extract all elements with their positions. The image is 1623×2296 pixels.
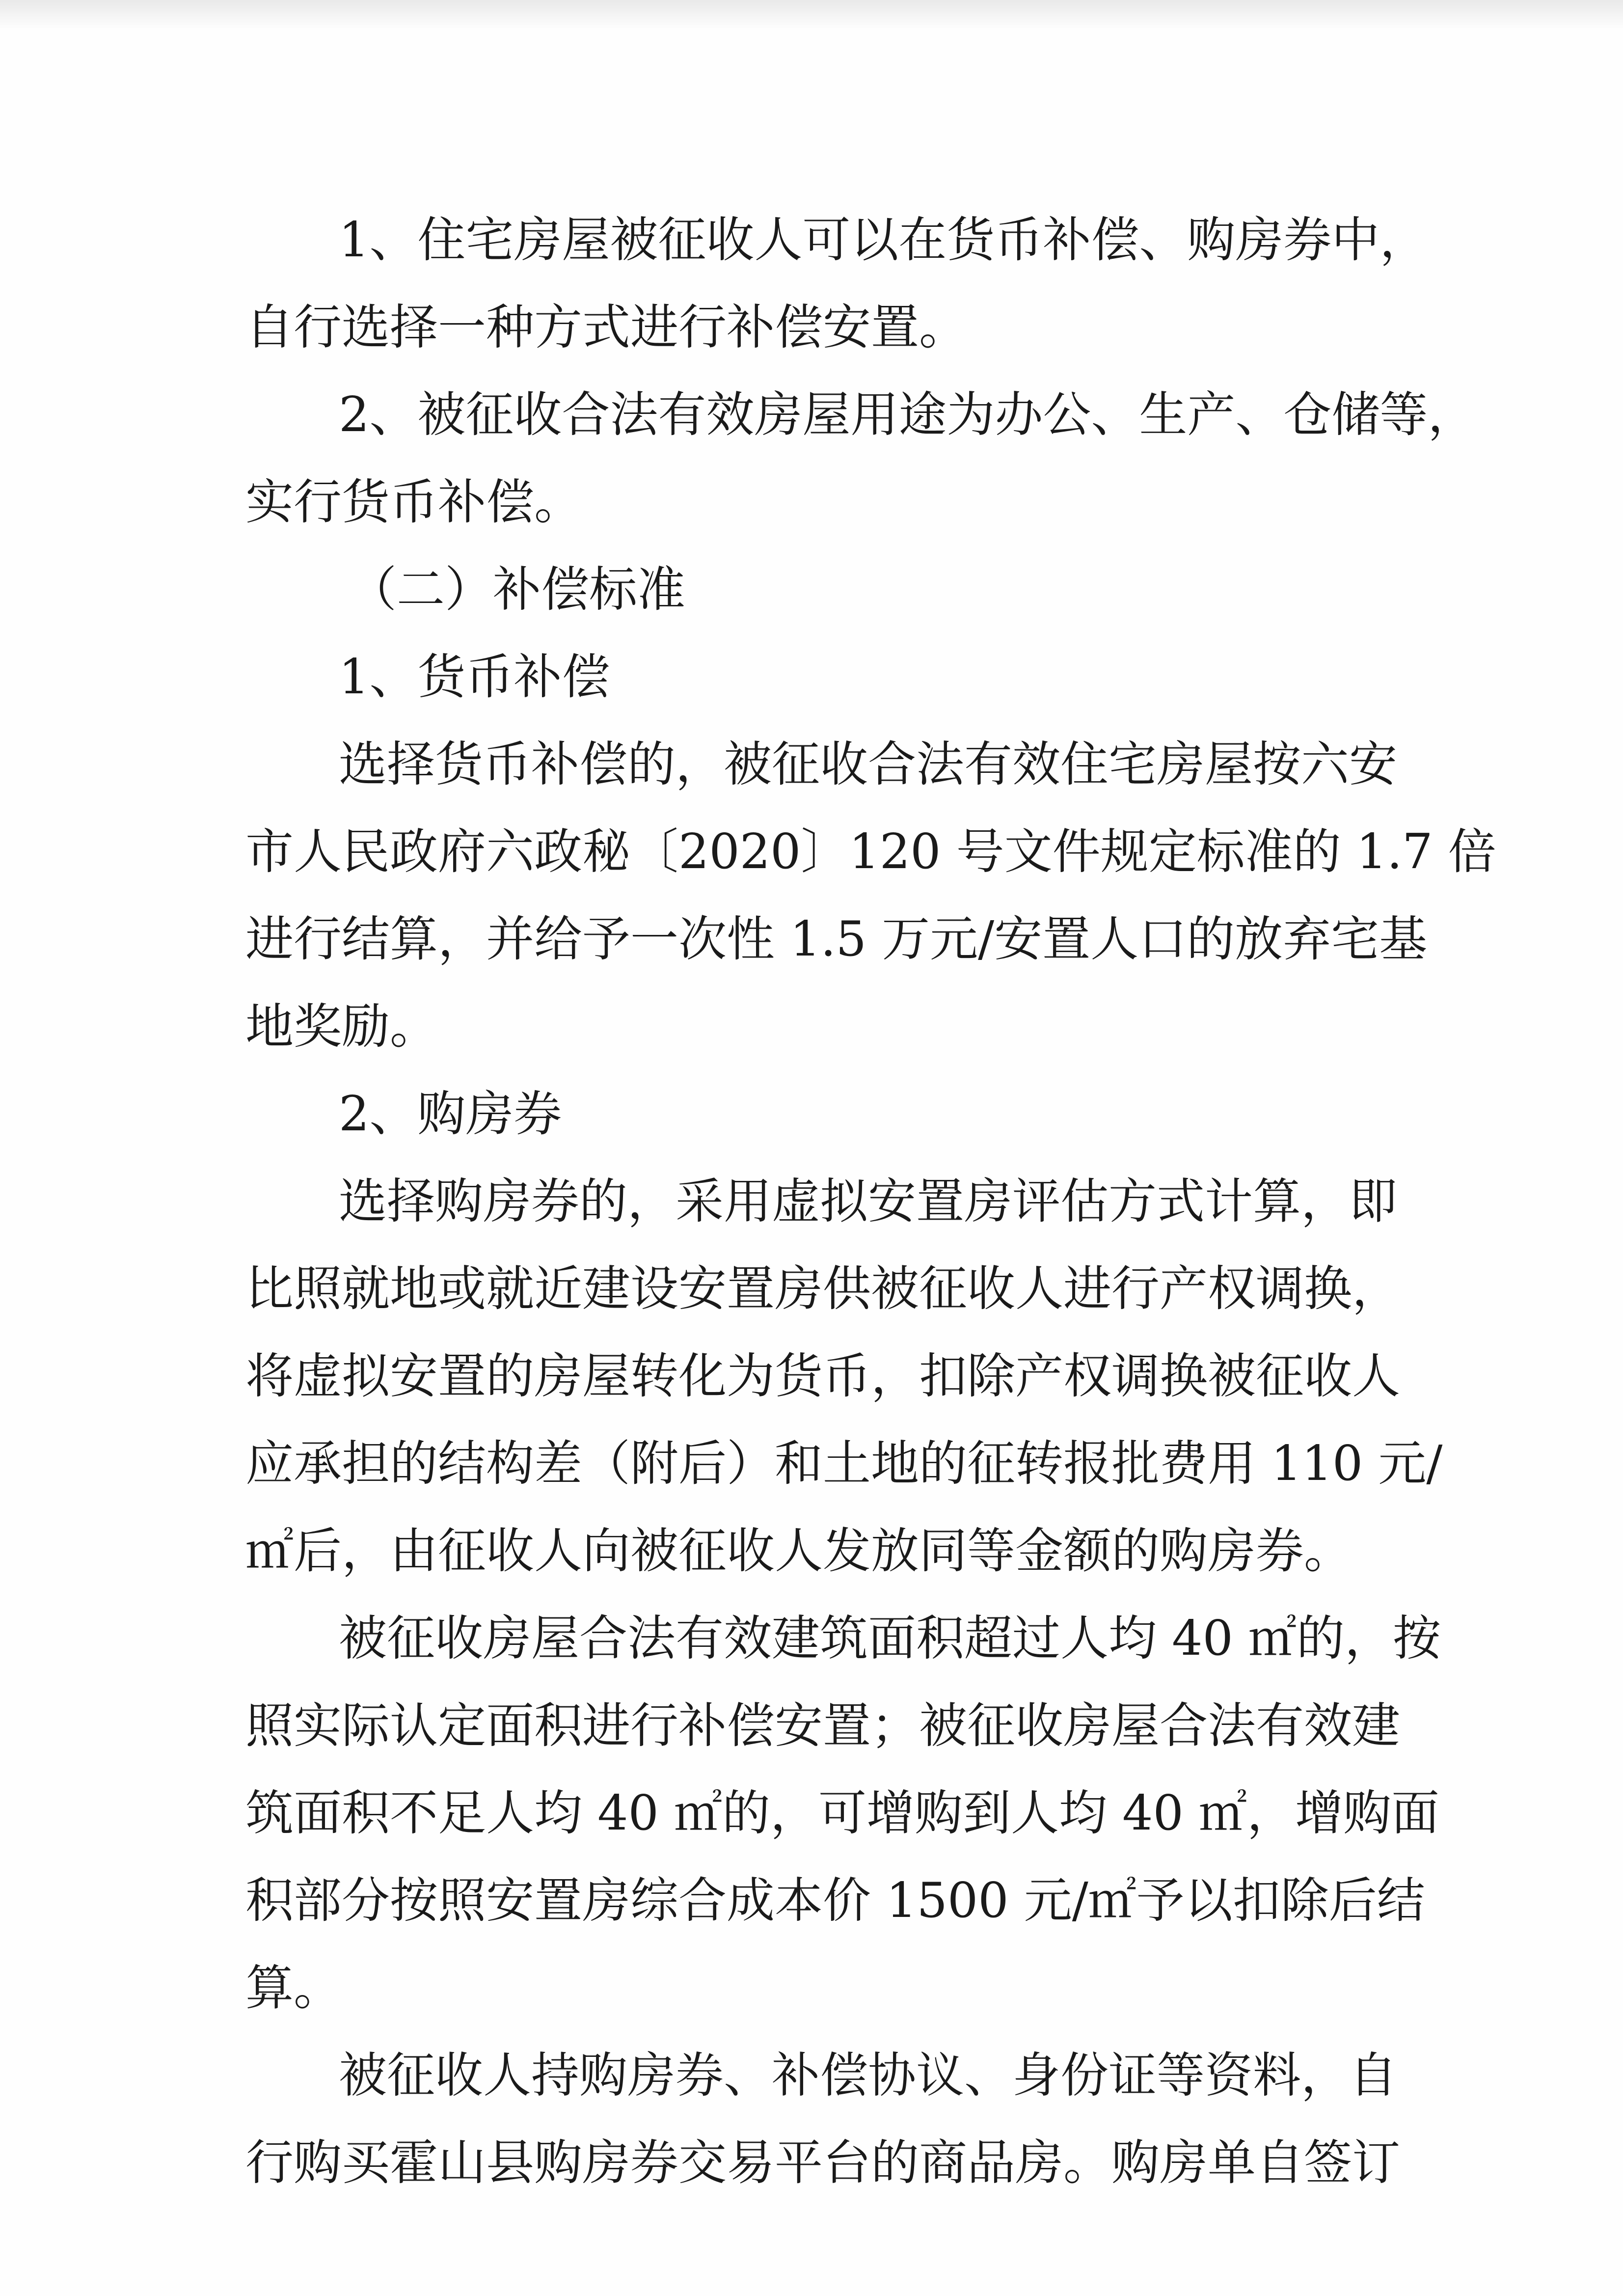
paragraph-line: ㎡后，由征收人向被征收人发放同等金额的购房券。 [245,1523,1352,1579]
paragraph-line: 选择购房券的，采用虚拟安置房评估方式计算，即 [339,1174,1398,1230]
paragraph-line: 比照就地或就近建设安置房供被征收人进行产权调换， [245,1261,1401,1317]
paragraph-line: 地奖励。 [245,999,438,1055]
paragraph-line: 自行选择一种方式进行补偿安置。 [245,300,968,355]
paragraph-line: 筑面积不足人均 40 ㎡的，可增购到人均 40 ㎡，增购面 [245,1785,1440,1841]
paragraph-line: 算。 [245,1960,342,2016]
paragraph-line: 被征收人持购房券、补偿协议、身份证等资料，自 [339,2048,1398,2104]
paragraph-line: 实行货币补偿。 [245,474,583,530]
paragraph-line: 市人民政府六政秘〔2020〕120 号文件规定标准的 1.7 倍 [245,824,1496,880]
paragraph-line: 被征收房屋合法有效建筑面积超过人均 40 ㎡的，按 [339,1611,1441,1667]
subsection-heading: 1、货币补偿 [339,649,610,705]
paragraph-line: 1、住宅房屋被征收人可以在货币补偿、购房券中， [339,212,1428,268]
paragraph-line: 行购买霍山县购房券交易平台的商品房。购房单自签订 [245,2135,1401,2191]
paragraph-line: 2、被征收合法有效房屋用途为办公、生产、仓储等， [339,387,1476,443]
paragraph-line: 进行结算，并给予一次性 1.5 万元/安置人口的放弃宅基 [245,911,1428,967]
paragraph-line: 选择货币补偿的，被征收合法有效住宅房屋按六安 [339,737,1398,793]
body-text [245,196,1496,2207]
paragraph-line: 将虚拟安置的房屋转化为货币，扣除产权调换被征收人 [245,1348,1401,1404]
paragraph-line: 应承担的结构差（附后）和土地的征转报批费用 110 元/ [245,1436,1443,1492]
section-heading: （二）补偿标准 [349,562,686,618]
subsection-heading: 2、购房券 [339,1086,562,1142]
paragraph-line: 积部分按照安置房综合成本价 1500 元/㎡予以扣除后结 [245,1873,1425,1929]
paragraph-line: 照实际认定面积进行补偿安置；被征收房屋合法有效建 [245,1698,1401,1754]
scan-shadow [0,0,1623,29]
